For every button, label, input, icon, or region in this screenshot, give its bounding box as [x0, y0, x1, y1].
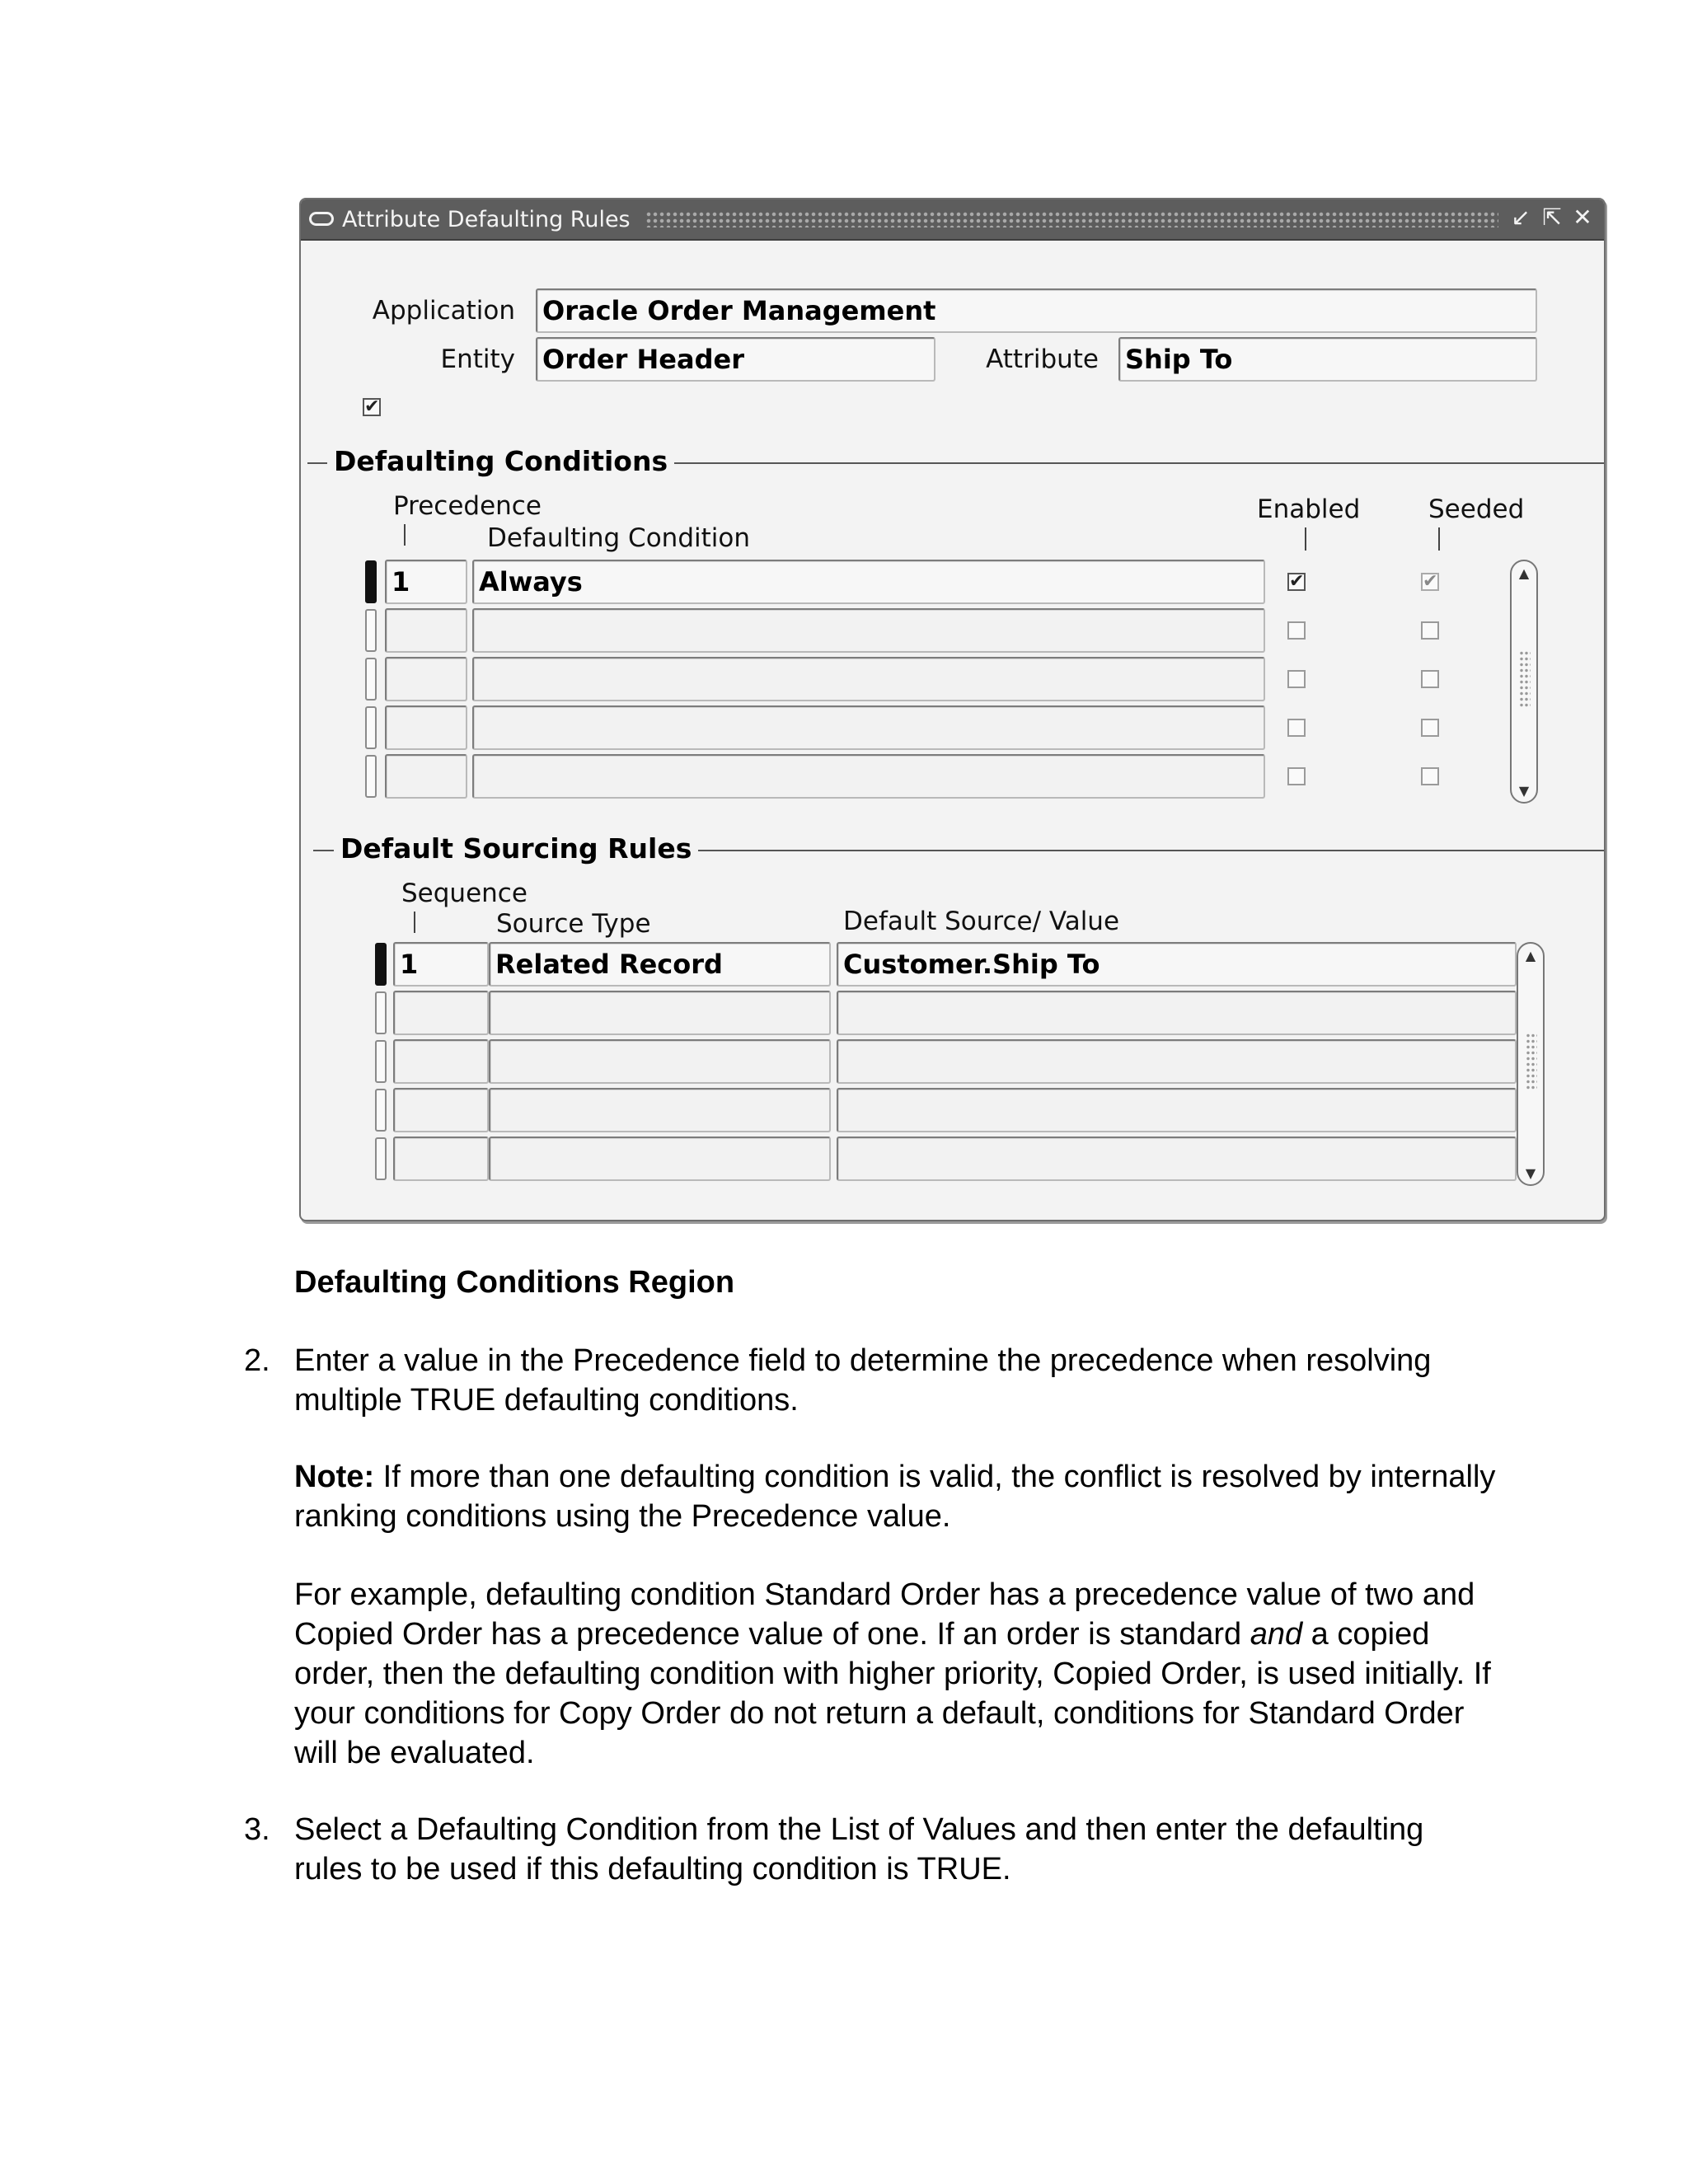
conditions-scrollbar[interactable] — [1510, 560, 1538, 804]
note-text: If more than one defaulting condition is valid, the conflict is resolved by internally ranking conditions using the Precedence value. — [294, 1460, 1496, 1534]
section-heading: Defaulting Conditions Region — [294, 1265, 735, 1300]
sequence-column-header: Sequence — [401, 879, 528, 908]
enabled-column-tick — [1305, 527, 1306, 551]
enabled-checkbox[interactable] — [1287, 767, 1306, 785]
sequence-field[interactable]: 1 — [393, 942, 489, 987]
precedence-field[interactable] — [385, 657, 467, 701]
default-source-value-field[interactable] — [837, 991, 1517, 1035]
default-source-value-column-header: Default Source/ Value — [843, 907, 1120, 936]
condition-row-indicator[interactable] — [365, 658, 377, 701]
condition-row-indicator[interactable] — [365, 755, 377, 798]
defaulting-conditions-title: Defaulting Conditions — [327, 445, 674, 477]
enabled-checkbox[interactable] — [1287, 719, 1306, 737]
sourcing-scrollbar[interactable] — [1517, 942, 1545, 1186]
sequence-column-tick — [414, 912, 415, 933]
entity-label: Entity — [440, 344, 515, 374]
example-text-a: For example, defaulting condition Standard Order has a precedence value of two and Copied Order has a precedence value of one. If an order is standard — [294, 1577, 1475, 1652]
defaulting-condition-field[interactable] — [472, 705, 1265, 750]
attribute-label: Attribute — [986, 344, 1099, 374]
sourcing-row-indicator[interactable] — [375, 1040, 387, 1083]
sourcing-row-indicator[interactable] — [375, 991, 387, 1034]
seeded-checkbox[interactable]: ✔ — [1423, 571, 1438, 592]
header-checkbox[interactable]: ✔ — [364, 396, 380, 417]
sequence-field[interactable] — [393, 1039, 489, 1084]
sequence-field[interactable] — [393, 1137, 489, 1181]
source-type-field[interactable] — [489, 1039, 831, 1084]
application-field[interactable]: Oracle Order Management — [536, 288, 1537, 333]
source-type-field[interactable] — [489, 1137, 831, 1181]
precedence-field[interactable] — [385, 754, 467, 799]
source-type-field[interactable] — [489, 1088, 831, 1132]
step-3-number: 3. — [244, 1812, 270, 1847]
default-source-value-field[interactable]: Customer.Ship To — [837, 942, 1517, 987]
sourcing-row-indicator[interactable] — [375, 1137, 387, 1180]
step-3-text: Select a Defaulting Condition from the List of Values and then enter the defaulting rules to be used if this defaulting condition is TRUE. — [294, 1812, 1424, 1886]
defaulting-condition-field[interactable] — [472, 608, 1265, 653]
seeded-checkbox[interactable] — [1421, 719, 1439, 737]
condition-row-indicator[interactable] — [365, 609, 377, 652]
window-menu-icon[interactable] — [309, 212, 334, 226]
precedence-field[interactable] — [385, 705, 467, 750]
sourcing-row-indicator[interactable] — [375, 1089, 387, 1132]
attribute-defaulting-rules-window — [299, 198, 1606, 1221]
precedence-column-tick — [404, 524, 406, 546]
defaulting-condition-field[interactable] — [472, 754, 1265, 799]
application-label: Application — [372, 296, 515, 326]
enabled-checkbox[interactable]: ✔ — [1289, 571, 1305, 592]
titlebar-grip — [645, 211, 1498, 227]
scroll-up-icon[interactable]: ▲ — [1518, 565, 1530, 581]
seeded-column-tick — [1438, 527, 1440, 551]
sequence-field[interactable] — [393, 1088, 489, 1132]
defaulting-condition-field[interactable]: Always — [472, 560, 1265, 604]
scroll-down-icon[interactable]: ▼ — [1518, 783, 1530, 799]
scroll-up-icon[interactable]: ▲ — [1525, 948, 1536, 963]
sourcing-rules-title: Default Sourcing Rules — [334, 832, 698, 865]
source-type-column-header: Source Type — [496, 909, 651, 939]
step-2-number: 2. — [244, 1343, 270, 1378]
defaulting-condition-field[interactable] — [472, 657, 1265, 701]
sequence-field[interactable] — [393, 991, 489, 1035]
scroll-down-icon[interactable]: ▼ — [1525, 1165, 1536, 1181]
window-titlebar[interactable] — [301, 199, 1604, 241]
default-source-value-field[interactable] — [837, 1088, 1517, 1132]
enabled-checkbox[interactable] — [1287, 621, 1306, 640]
precedence-column-header: Precedence — [393, 491, 542, 521]
seeded-checkbox[interactable] — [1421, 670, 1439, 688]
enabled-column-header: Enabled — [1257, 494, 1361, 524]
scroll-thumb[interactable] — [1526, 1033, 1537, 1090]
source-type-field[interactable]: Related Record — [489, 942, 831, 987]
note-paragraph — [294, 1457, 1498, 1536]
example-text-b: a copied order, then the defaulting condition with higher priority, Copied Order, is used initially. If your conditions for Copy Order do not return a default, conditions for Standard Order will be evaluated. — [294, 1617, 1491, 1770]
seeded-column-header: Seeded — [1428, 494, 1525, 524]
seeded-checkbox[interactable] — [1421, 767, 1439, 785]
close-icon[interactable]: ✕ — [1573, 204, 1592, 231]
window-title: Attribute Defaulting Rules — [342, 207, 631, 232]
precedence-field[interactable] — [385, 608, 467, 653]
source-type-field[interactable] — [489, 991, 831, 1035]
default-source-value-field[interactable] — [837, 1137, 1517, 1181]
sourcing-row-indicator[interactable] — [375, 943, 387, 986]
default-source-value-field[interactable] — [837, 1039, 1517, 1084]
entity-field[interactable]: Order Header — [536, 337, 935, 382]
example-emphasis: and — [1250, 1617, 1303, 1652]
step-2-text: Enter a value in the Precedence field to determine the precedence when resolving multiple TRUE defaulting conditions. — [294, 1343, 1432, 1418]
enabled-checkbox[interactable] — [1287, 670, 1306, 688]
condition-row-indicator[interactable] — [365, 560, 377, 603]
seeded-checkbox[interactable] — [1421, 621, 1439, 640]
scroll-thumb[interactable] — [1519, 650, 1531, 708]
precedence-field[interactable]: 1 — [385, 560, 467, 604]
maximize-icon[interactable]: ⇱ — [1542, 204, 1562, 231]
condition-row-indicator[interactable] — [365, 706, 377, 749]
note-label: Note: — [294, 1460, 375, 1494]
attribute-field[interactable]: Ship To — [1118, 337, 1537, 382]
example-paragraph — [294, 1575, 1498, 1773]
defaulting-condition-column-header: Defaulting Condition — [487, 523, 750, 553]
minimize-icon[interactable]: ↙ — [1511, 204, 1531, 231]
